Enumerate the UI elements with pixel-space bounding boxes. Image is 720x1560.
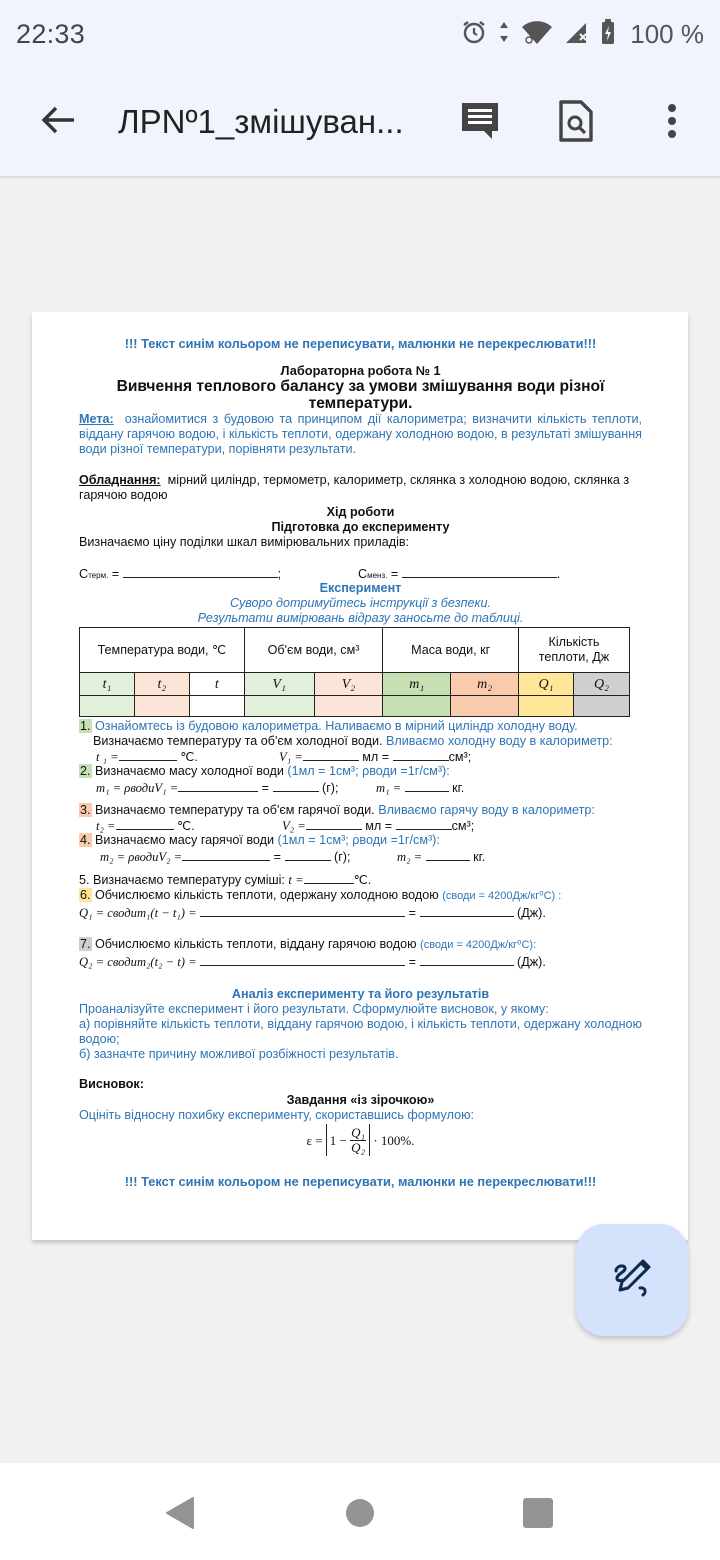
value-t1[interactable] [80, 696, 135, 717]
results-table [79, 627, 630, 717]
step-6: 6. Обчислюємо кількість теплоти, одержану холодною водою (cводи = 4200Дж/кг⁰С) : [80, 888, 562, 902]
step-3-values: t₂ = ℃. V₂ = мл = см³; [96, 819, 475, 833]
step-5: 5. Визначаємо температуру суміші: t = ℃. [79, 873, 372, 887]
warning-top: !!! Текст синім кольором не переписувати, малюнки не перекреслювати!!! [124, 336, 597, 351]
wifi-icon [520, 18, 554, 51]
document-page [32, 312, 688, 1240]
goal-label: Мета: [79, 412, 114, 426]
error-formula: ε = 1 − $\frac{\text{Q₁}}{\text{Q₂}}$ · 100%. [306, 1124, 415, 1155]
step-6-formula: Q₁ = cводиm₁(t − t₁) = = (Дж). [79, 906, 546, 920]
status-bar [0, 0, 720, 68]
cell-signal-icon [564, 18, 590, 51]
t2-blank[interactable] [116, 818, 174, 830]
m2-g-blank[interactable] [285, 849, 331, 861]
more-vert-icon [666, 103, 678, 144]
step-1-line2: Визначаємо температуру та об'єм холодної води. Вливаємо холодну воду в калориметр: [93, 734, 613, 748]
symbol-m2: m₂ [451, 673, 519, 696]
back-button[interactable] [28, 92, 88, 152]
lab-label: Лабораторна робота № 1 [280, 363, 441, 378]
experiment-heading: Експеримент [319, 581, 402, 595]
header-volume: Об'єм води, см³ [244, 628, 383, 673]
v2-blank[interactable] [306, 818, 362, 830]
status-icons [460, 18, 704, 51]
document-title: ЛРNº1_змішуван... [118, 103, 404, 140]
m1-kg-blank[interactable] [405, 780, 449, 792]
annotate-fab[interactable] [576, 1224, 688, 1336]
value-q2[interactable] [573, 696, 629, 717]
m2-kg-blank[interactable] [426, 849, 470, 861]
find-in-document-icon [558, 100, 594, 147]
battery-percent: 100 % [630, 18, 704, 49]
symbol-t: t [189, 673, 244, 696]
equipment-label: Обладнання: [79, 473, 161, 487]
header-temperature: Температура води, ℃ [80, 628, 245, 673]
nav-recents-button[interactable] [518, 1495, 558, 1535]
v2-cm3-blank[interactable] [396, 818, 452, 830]
lab-title-line2: температури. [308, 395, 413, 412]
prep-text: Визначаємо ціну поділки шкал вимірювальних приладів: [79, 535, 410, 549]
symbol-m1: m₁ [383, 673, 451, 696]
c-menz-blank[interactable] [402, 566, 557, 578]
t1-blank[interactable] [119, 749, 177, 761]
symbol-t2: t₂ [134, 673, 189, 696]
find-in-document-button[interactable] [548, 95, 604, 151]
procedure-heading: Хід роботи [326, 505, 395, 519]
conclusion-label: Висновок: [79, 1077, 144, 1091]
status-time: 22:33 [16, 18, 86, 49]
q1-result-blank[interactable] [420, 905, 514, 917]
v1-cm3-blank[interactable] [393, 749, 449, 761]
value-q1[interactable] [519, 696, 574, 717]
analysis-intro: Проаналізуйте експеримент і його результати. Сформулюйте висновок, у якому: [79, 1002, 549, 1016]
header-heat: Кількість теплоти, Дж [519, 628, 630, 673]
equipment-paragraph [79, 473, 642, 503]
star-task-text: Оцініть відносну похибку експерименту, скориставшись формулою: [79, 1108, 475, 1122]
m1-g-blank[interactable] [273, 780, 319, 792]
symbol-v1: V₁ [244, 673, 314, 696]
step-7: 7. Обчислюємо кількість теплоти, віддану гарячою водою (cводи = 4200Дж/кг⁰С): [80, 937, 537, 951]
q2-result-blank[interactable] [420, 954, 514, 966]
nav-back-button[interactable] [160, 1495, 200, 1535]
comments-icon [459, 100, 501, 147]
analysis-item-a: а) порівняйте кількість теплоти, віддану гарячою водою, і кількість теплоти, одержану холодною водою; [79, 1017, 642, 1046]
value-v2[interactable] [314, 696, 383, 717]
data-arrows-icon [498, 18, 510, 51]
comments-button[interactable] [452, 95, 508, 151]
step-1-values: t ₁ = ℃. V₁ = мл = см³; [96, 750, 472, 764]
value-t[interactable] [189, 696, 244, 717]
prep-heading: Підготовка до експерименту [271, 520, 450, 534]
step-4-values: m₂ = ρводиV₂ = = (г); m₂ = кг. [100, 850, 486, 864]
step-2: 2. Визначаємо масу холодної води (1мл = 1см³; ρводи =1г/см³): [80, 764, 450, 778]
q1-calc-blank[interactable] [200, 905, 405, 917]
symbol-q2: Q₂ [573, 673, 629, 696]
t-mix-blank[interactable] [304, 872, 354, 884]
safety-note: Суворо дотримуйтесь інструкції з безпеки. [230, 596, 491, 610]
nav-home-button[interactable] [340, 1495, 380, 1535]
symbol-t1: t₁ [80, 673, 135, 696]
q2-calc-blank[interactable] [200, 954, 405, 966]
v1-blank[interactable] [303, 749, 359, 761]
system-nav-bar [0, 1463, 720, 1560]
value-t2[interactable] [134, 696, 189, 717]
m1-calc-blank[interactable] [178, 780, 258, 792]
step-1: 1. Ознайомтесь із будовою калориметра. Наливаємо в мірний циліндр холодну воду. [80, 719, 578, 733]
lab-title-line1: Вивчення теплового балансу за умови змішування води різної [116, 378, 605, 395]
symbol-v2: V₂ [314, 673, 383, 696]
goal-text: ознайомитися з будовою та принципом дії калориметра; визначити кількість теплоти, віддану гарячою водою, і кількість теплоти, одержану холодною водою, в результаті змішування води різної температури, порівняти результати. [79, 412, 642, 456]
analysis-item-b: б) зазначте причину можливої розбіжності результатів. [79, 1047, 399, 1061]
warning-bottom: !!! Текст синім кольором не переписувати, малюнки не перекреслювати!!! [124, 1174, 597, 1189]
analysis-heading: Аналіз експерименту та його результатів [231, 987, 490, 1001]
step-7-formula: Q₂ = cводиm₂(t₂ − t) = = (Дж). [79, 955, 546, 969]
draw-pen-icon [610, 1256, 654, 1305]
step-2-values: m₁ = ρводиV₁ = = (г); m₁ = кг. [96, 781, 465, 795]
battery-charging-icon [600, 18, 616, 51]
value-m2[interactable] [451, 696, 519, 717]
c-therm-blank[interactable] [123, 566, 278, 578]
m2-calc-blank[interactable] [182, 849, 270, 861]
nav-home-icon [345, 1498, 375, 1533]
symbol-q1: Q₁ [519, 673, 574, 696]
equipment-text: мірний циліндр, термометр, калориметр, склянка з холодною водою, склянка з гарячою водою [79, 473, 630, 502]
value-m1[interactable] [383, 696, 451, 717]
header-mass: Маса води, кг [383, 628, 519, 673]
scale-division-line: Стерм. = ; Сменз. = . [79, 567, 561, 581]
app-bar [0, 68, 720, 178]
nav-back-icon [165, 1496, 195, 1535]
star-task-heading: Завдання «із зірочкою» [286, 1093, 435, 1107]
goal-paragraph [79, 412, 642, 457]
value-v1[interactable] [244, 696, 314, 717]
step-4: 4. Визначаємо масу гарячої води (1мл = 1см³; ρводи =1г/см³): [80, 833, 440, 847]
nav-recents-icon [522, 1497, 554, 1534]
record-note: Результати вимірювань відразу заносьте до таблиці. [197, 611, 524, 625]
step-3: 3. Визначаємо температуру та об'єм гарячої води. Вливаємо гарячу воду в калориметр: [80, 803, 595, 817]
alarm-icon [460, 18, 488, 51]
arrow-left-icon [40, 105, 76, 140]
more-options-button[interactable] [644, 95, 700, 151]
